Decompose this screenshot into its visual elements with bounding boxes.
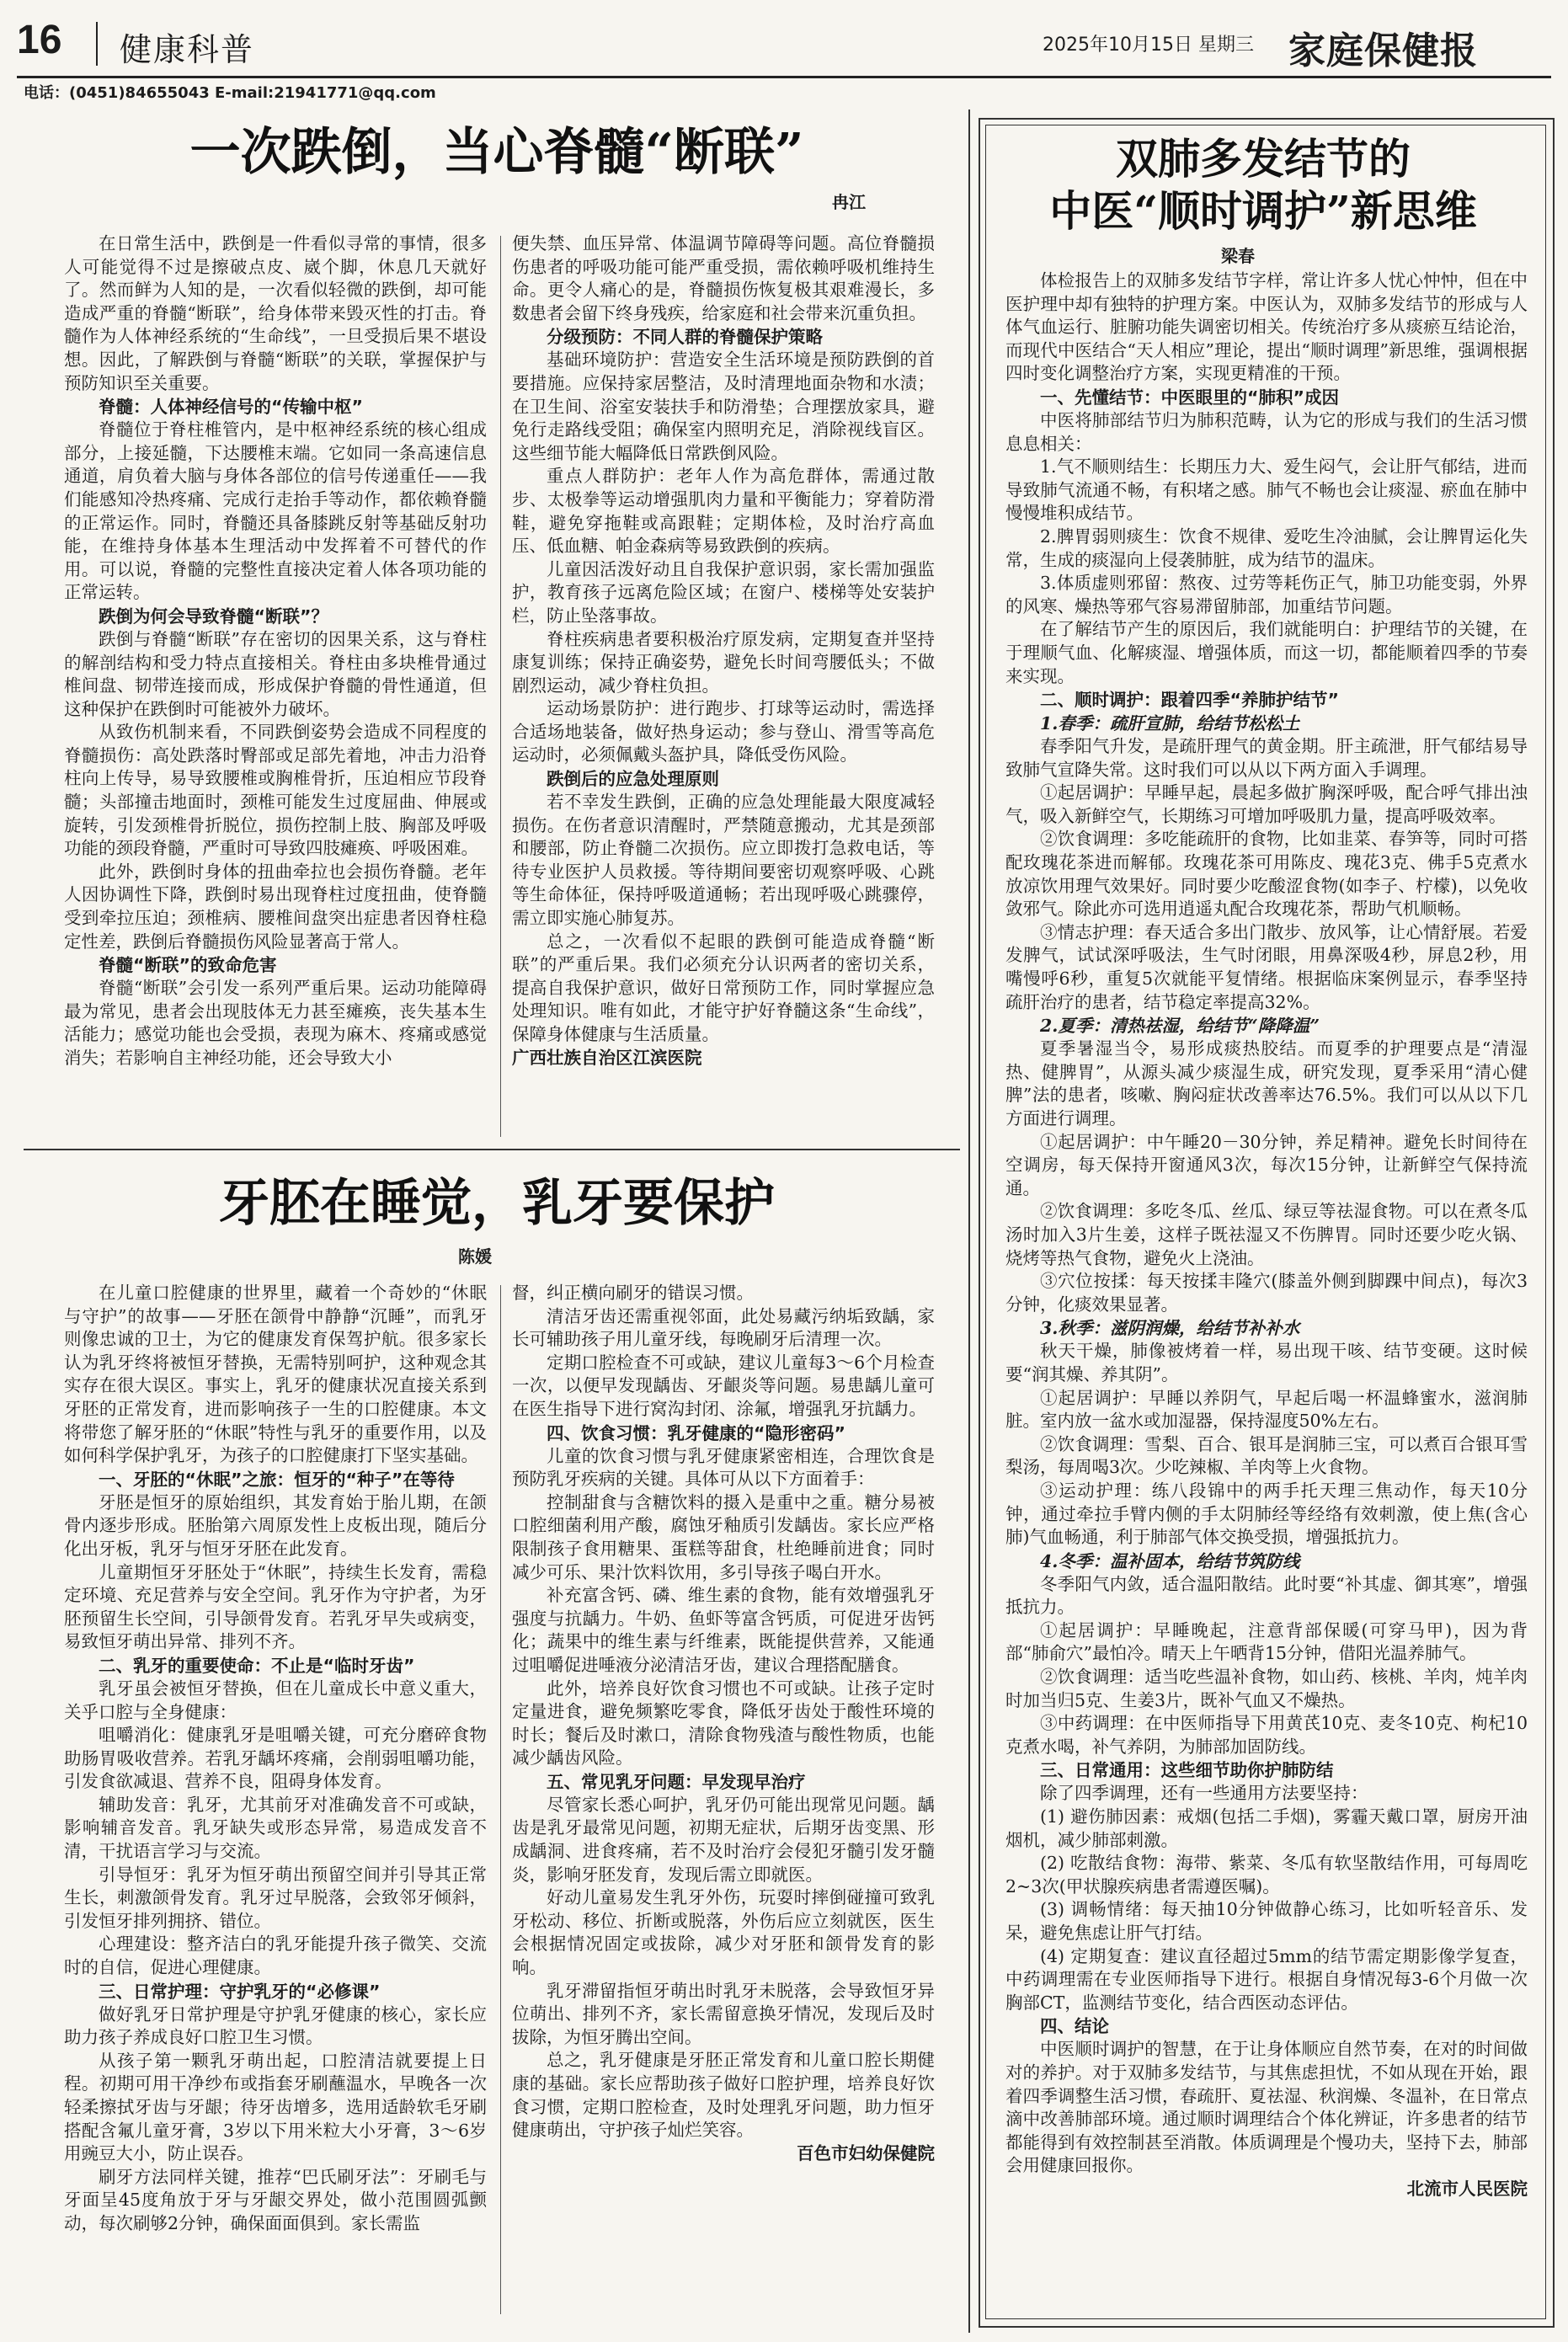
article2-title: 牙胚在睡觉，乳牙要保护	[219, 1174, 775, 1233]
paragraph: 心理建设：整齐洁白的乳牙能提升孩子微笑、交流时的自信，促进心理健康。	[64, 1934, 487, 1978]
article1-column-1	[64, 232, 487, 1139]
subheading: 一、先懂结节：中医眼里的“肺积”成因	[1040, 387, 1339, 408]
header-rule	[17, 76, 1551, 78]
paragraph: 脊髓“断联”会引发一系列严重后果。运动功能障碍最为常见，患者会出现肢体无力甚至瘫痪，丧失基本生活能力；感觉功能也会受损，表现为麻木、疼痛或感觉消失；若影响自主神经功能，还会导致大小	[64, 978, 487, 1068]
paragraph: 乳牙虽会被恒牙替换，但在儿童成长中意义重大，关乎口腔与全身健康：	[64, 1678, 487, 1722]
paragraph: ①起居调护：早睡以养阴气，早起后喝一杯温蜂蜜水，滋润肺脏。室内放一盆水或加湿器，保持湿度50%左右。	[1005, 1387, 1528, 1432]
paragraph: 总之，一次看似不起眼的跌倒可能造成脊髓“断联”的严重后果。我们必须充分认识两者的密切关系，提高自我保护意识，做好日常预防工作，同时掌握应急处理知识。唯有如此，才能守护好脊髓这条“生命线”，保障身体健康与生活质量。	[512, 931, 935, 1044]
subheading: 五、常见乳牙问题：早发现早治疗	[547, 1771, 806, 1792]
subheading: 三、日常护理：守护乳牙的“必修课”	[99, 1981, 381, 2002]
page-header	[17, 12, 1551, 79]
paragraph: 控制甜食与含糖饮料的摄入是重中之重。糖分易被口腔细菌利用产酸，腐蚀牙釉质引发龋齿。家长应严格限制孩子食用糖果、蛋糕等甜食，杜绝睡前进食；同时减少可乐、果汁饮料饮用，多引导孩子喝白开水。	[512, 1491, 935, 1582]
paper-masthead: 家庭保健报	[1288, 29, 1478, 72]
paragraph: 儿童的饮食习惯与乳牙健康紧密相连，合理饮食是预防乳牙疾病的关键。具体可从以下方面着手：	[512, 1445, 935, 1490]
paragraph: (3) 调畅情绪：每天抽10分钟做静心练习，比如听轻音乐、发呆，避免焦虑让肝气打结。	[1005, 1899, 1528, 1943]
paragraph: 尽管家长悉心呵护，乳牙仍可能出现常见问题。龋齿是乳牙最常见问题，初期无症状，后期牙齿变黑、形成龋洞、进食疼痛，若不及时治疗会侵犯牙髓引发牙髓炎，影响牙胚发育，发现后需立即就医。	[512, 1794, 935, 1885]
institution-credit: 百色市妇幼保健院	[797, 2142, 935, 2163]
subheading: 脊髓“断联”的致命危害	[99, 955, 277, 976]
paragraph: 1.气不顺则结生：长期压力大、爱生闷气，会让肝气郁结，进而导致肺气流通不畅，有积堵之感。肺气不畅也会让痰湿、瘀血在肺中慢慢堆积成结节。	[1005, 456, 1528, 524]
paragraph: 跌倒与脊髓“断联”存在密切的因果关系，这与脊柱的解剖结构和受力特点直接相关。脊柱由多块椎骨通过椎间盘、韧带连接而成，形成保护脊髓的骨性通道，但这种保护在跌倒时可能被外力破坏。	[64, 628, 487, 719]
paragraph: 此外，培养良好饮食习惯也不可或缺。让孩子定时定量进食，避免频繁吃零食，降低牙齿处于酸性环境的时长；餐后及时漱口，清除食物残渣与酸性物质，也能减少龋齿风险。	[512, 1678, 935, 1769]
paragraph: 清洁牙齿还需重视邻面，此处易藏污纳垢致龋，家长可辅助孩子用儿童牙线，每晚刷牙后清理一次。	[512, 1305, 935, 1350]
article1-title: 一次跌倒，当心脊髓“断联”	[189, 123, 804, 182]
paragraph: 2.脾胃弱则痰生：饮食不规律、爱吃生冷油腻，会让脾胃运化失常，生成的痰湿向上侵袭肺脏，成为结节的温床。	[1005, 525, 1528, 570]
paragraph: 在日常生活中，跌倒是一件看似寻常的事情，很多人可能觉得不过是擦破点皮、崴个脚，休息几天就好了。然而鲜为人知的是，一次看似轻微的跌倒，却可能造成严重的脊髓“断联”，给身体带来毁灭性的打击。脊髓作为人体神经系统的“生命线”，一旦受损后果不堪设想。因此，了解跌倒与脊髓“断联”的关联，掌握保护与预防知识至关重要。	[64, 233, 487, 393]
paragraph: ③运动护理：练八段锦中的两手托天理三焦动作，每天10分钟，通过牵拉手臂内侧的手太阴肺经等经络有效刺激，使上焦(含心肺)气血畅通，利于肺部气体交换受损，增强抵抗力。	[1005, 1480, 1528, 1548]
paragraph: 总之，乳牙健康是牙胚正常发育和儿童口腔长期健康的基础。家长应帮助孩子做好口腔护理，培养良好饮食习惯，定期口腔检查，及时处理乳牙问题，助力恒牙健康萌出，守护孩子灿烂笑容。	[512, 2050, 935, 2141]
paragraph: 儿童因活泼好动且自我保护意识弱，家长需加强监护，教育孩子远离危险区域；在窗户、楼梯等处安装护栏，防止坠落事故。	[512, 558, 935, 626]
paragraph: ②饮食调理：多吃冬瓜、丝瓜、绿豆等祛湿食物。可以在煮冬瓜汤时加入3片生姜，这样子既祛湿又不伤脾胃。同时还要少吃火锅、烧烤等热气食物，避免火上浇油。	[1005, 1201, 1528, 1268]
subheading: 四、饮食习惯：乳牙健康的“隐形密码”	[547, 1422, 845, 1443]
paragraph: 补充富含钙、磷、维生素的食物，能有效增强乳牙强度与抗龋力。牛奶、鱼虾等富含钙质，可促进牙齿钙化；蔬果中的维生素与纤维素，既能提供营养，又能通过咀嚼促进唾液分泌清洁牙齿，建议合理搭配膳食。	[512, 1585, 935, 1675]
paragraph: ②饮食调理：适当吃些温补食物，如山药、核桃、羊肉，炖羊肉时加当归5克、生姜3片，既补气血又不燥热。	[1005, 1667, 1528, 1710]
paragraph: 脊髓位于脊柱椎管内，是中枢神经系统的核心组成部分，上接延髓，下达腰椎末端。它如同一条高速信息通道，肩负着大脑与身体各部位的信号传递重任——我们能感知冷热疼痛、完成行走抬手等动作，都依赖脊髓的正常运作。同时，脊髓还具备膝跳反射等基础反射功能，在维持身体基本生理活动中发挥着不可替代的作用。可以说，脊髓的完整性直接决定着人体各项功能的正常运转。	[64, 419, 487, 603]
subheading: 二、乳牙的重要使命：不止是“临时牙齿”	[99, 1655, 415, 1676]
article3-title	[994, 133, 1533, 237]
article1-author: 冉江	[832, 192, 866, 212]
article3-title-line-2: 中医“顺时调护”新思维	[1049, 186, 1477, 236]
section-title: 健康科普	[120, 31, 255, 68]
column-divider	[500, 236, 501, 1137]
paragraph: 基础环境防护：营造安全生活环境是预防跌倒的首要措施。应保持家居整洁，及时清理地面杂物和水渍；在卫生间、浴室安装扶手和防滑垫；合理摆放家具，避免行走路线受阻；确保室内照明充足，消除视线盲区。这些细节能大幅降低日常跌倒风险。	[512, 349, 935, 463]
paragraph: 乳牙滞留指恒牙萌出时乳牙未脱落，会导致恒牙异位萌出、排列不齐，家长需留意换牙情况，发现后及时拔除，为恒牙腾出空间。	[512, 1980, 935, 2047]
page-column-divider	[968, 109, 970, 2333]
header-divider	[96, 22, 98, 66]
subheading: 二、顺时调护：跟着四季“养肺护结节”	[1040, 690, 1339, 711]
paragraph: 定期口腔检查不可或缺，建议儿童每3～6个月检查一次，以便早发现龋齿、牙齦炎等问题。易患龋儿童可在医生指导下进行窝沟封闭、涂氟，增强乳牙抗龋力。	[512, 1352, 935, 1419]
paragraph: 便失禁、血压异常、体温调节障碍等问题。高位脊髓损伤患者的呼吸功能可能严重受损，需依赖呼吸机维持生命。更令人痛心的是，脊髓损伤恢复极其艰难漫长，多数患者会留下终身残疾，给家庭和社会带来沉重负担。	[512, 233, 935, 323]
paragraph: 夏季暑湿当令，易形成痰热胶结。而夏季的护理要点是“清湿热、健脾胃”，从源头减少痰湿生成，研究发现，夏季采用“清心健脾”法的患者，咳嗽、胸闷症状改善率达76.5%。我们可以从以下几方面进行调理。	[1005, 1038, 1528, 1128]
season-heading: 4.冬季：温补固本，给结节筑防线	[1040, 1550, 1300, 1571]
paragraph: 辅助发音：乳牙，尤其前牙对准确发音不可或缺，影响辅音发音。乳牙缺失或形态异常，易造成发音不清，干扰语言学习与交流。	[64, 1794, 487, 1862]
paragraph: 牙胚是恒牙的原始组织，其发育始于胎儿期，在颌骨内逐步形成。胚胎第六周原发性上皮板出现，随后分化出牙板，乳牙与恒牙牙胚在此发育。	[64, 1491, 487, 1559]
paragraph: 从致伤机制来看，不同跌倒姿势会造成不同程度的脊髓损伤：高处跌落时臀部或足部先着地，冲击力沿脊柱向上传导，易导致腰椎或胸椎骨折，压迫相应节段脊髓；头部撞击地面时，颈椎可能发生过度屈曲、伸展或旋转，引发颈椎骨折脱位，损伤控制上肢、胸部及呼吸功能的颈段脊髓，严重时可导致四肢瘫痪、呼吸困难。	[64, 722, 487, 859]
paragraph: 除了四季调理，还有一些通用方法要坚持：	[1040, 1783, 1368, 1804]
subheading: 一、牙胚的“休眠”之旅：恒牙的“种子”在等待	[99, 1469, 455, 1490]
paragraph: ②饮食调理：雪梨、百合、银耳是润肺三宝，可以煮百合银耳雪梨汤，每周喝3次。少吃辣椒、羊肉等上火食物。	[1005, 1433, 1528, 1478]
issue-date: 2025年10月15日 星期三	[1043, 35, 1254, 56]
subheading: 跌倒后的应急处理原则	[547, 769, 719, 790]
paragraph: 在儿童口腔健康的世界里，藏着一个奇妙的“休眠与守护”的故事——牙胚在颌骨中静静“沉睡”，而乳牙则像忠诚的卫士，为它的健康发育保驾护航。很多家长认为乳牙终将被恒牙替换，无需特别呵护，这种观念其实存在很大误区。事实上，乳牙的健康状况直接关系到牙胚的正常发育，进而影响孩子一生的口腔健康。本文将带您了解牙胚的“休眠”特性与乳牙的重要作用，以及如何科学保护乳牙，为孩子的口腔健康打下坚实基础。	[64, 1283, 487, 1466]
paragraph: 在了解结节产生的原因后，我们就能明白：护理结节的关键，在于理顺气血、化解痰湿、增强体质，而这一切，都能顺着四季的节奏来实现。	[1005, 619, 1528, 686]
article-divider	[24, 1149, 960, 1150]
season-heading: 3.秋季：滋阴润燥，给结节补补水	[1040, 1318, 1300, 1339]
paragraph: 此外，跌倒时身体的扭曲牵拉也会损伤脊髓。老年人因协调性下降，跌倒时易出现脊柱过度扭曲，使脊髓受到牵拉压迫；颈椎病、腰椎间盘突出症患者因脊柱稳定性差，跌倒后脊髓损伤风险显著高于常人。	[64, 861, 487, 952]
subheading: 四、结论	[1040, 2016, 1109, 2037]
page-number: 16	[17, 18, 62, 62]
article3-column	[1005, 269, 1528, 2307]
article1-column-2	[512, 232, 935, 1139]
paragraph: 儿童期恒牙牙胚处于“休眠”，持续生长发育，需稳定环境、充足营养与安全空间。乳牙作为守护者，为牙胚预留生长空间，引导颌骨发育。若乳牙早失或病变，易致恒牙萌出异常、排列不齐。	[64, 1561, 487, 1652]
paragraph: 咀嚼消化：健康乳牙是咀嚼关键，可充分磨碎食物助肠胃吸收营养。若乳牙龋坏疼痛，会削弱咀嚼功能，引发食欲减退、营养不良，阻碍身体发育。	[64, 1725, 487, 1792]
paragraph: (4) 定期复查：建议直径超过5mm的结节需定期影像学复查，中药调理需在专业医师指导下进行。根据自身情况每3-6个月做一次胸部CT，监测结节变化，结合西医动态评估。	[1005, 1945, 1528, 2013]
paragraph: 从孩子第一颗乳牙萌出起，口腔清洁就要提上日程。初期可用干净纱布或指套牙刷蘸温水，早晚各一次轻柔擦拭牙齿与牙龈；待牙齿增多，选用适龄软毛牙刷搭配含氟儿童牙膏，3岁以下用米粒大小牙膏，3～6岁用豌豆大小，防止误吞。	[64, 2050, 487, 2164]
paragraph: 秋天干燥，肺像被烤着一样，易出现干咳、结节变硬。这时候要“润其燥、养其阴”。	[1005, 1341, 1528, 1384]
season-heading: 2.夏季：清热祛湿，给结节“降降温”	[1040, 1016, 1320, 1037]
article2-column-2	[512, 1282, 935, 2318]
contact-info: 电话：(0451)84655043 E-mail:21941771@qq.com	[24, 84, 436, 102]
subheading: 跌倒为何会导致脊髓“断联”？	[99, 606, 328, 627]
subheading: 三、日常通用：这些细节助你护肺防结	[1040, 1760, 1334, 1781]
paragraph: 重点人群防护：老年人作为高危群体，需通过散步、太极拳等运动增强肌肉力量和平衡能力；穿着防滑鞋，避免穿拖鞋或高跟鞋；定期体检，及时治疗高血压、低血糖、帕金森病等易致跌倒的疾病。	[512, 466, 935, 557]
paragraph: ③情志护理：春天适合多出门散步、放风筝，让心情舒展。若爱发脾气，试试深呼吸法，生气时闭眼，用鼻深吸4秒，屏息2秒，用嘴慢呼6秒，重复5次就能平复情绪。根据临床案例显示，春季坚持疏肝治疗的患者，结节稳定率提高32%。	[1005, 921, 1528, 1012]
paragraph: ②饮食调理：多吃能疏肝的食物，比如韭菜、春笋等，同时可搭配玫瑰花茶进而解郁。玫瑰花茶可用陈皮、瑰花3克、佛手5克煮水放凉饮用理气效果好。同时要少吃酸涩食物(如李子、柠檬)，以免收敛邪气。除此亦可选用逍遥丸配合玫瑰花茶，帮助气机顺畅。	[1005, 829, 1528, 920]
paragraph: 督，纠正横向刷牙的错误习惯。	[512, 1283, 754, 1303]
article2-author: 陈媛	[458, 1246, 492, 1267]
paragraph: 中医顺时调护的智慧，在于让身体顺应自然节奏，在对的时间做对的养护。对于双肺多发结节，与其焦虑担忧，不如从现在开始，跟着四季调整生活习惯，春疏肝、夏祛湿、秋润燥、冬温补，在日常点滴中改善肺部环境。通过顺时调理结合个体化辨证，许多患者的结节都能得到有效控制甚至消散。体质调理是个慢功夫，坚持下去，肺部会用健康回报你。	[1005, 2039, 1528, 2176]
season-heading: 1.春季：疏肝宣肺，给结节松松土	[1040, 713, 1300, 734]
institution-credit: 广西壮族自治区江滨医院	[512, 1047, 702, 1068]
paragraph: 冬季阳气内敛，适合温阳散结。此时要“补其虚、御其寒”，增强抵抗力。	[1005, 1573, 1528, 1618]
article2-column-1	[64, 1282, 487, 2318]
paragraph: ①起居调护：早睡早起，晨起多做扩胸深呼吸，配合呼气排出浊气，吸入新鲜空气，长期练习可增加呼吸肌力量，提高呼吸效率。	[1005, 782, 1528, 826]
column-divider	[500, 1285, 501, 2314]
paragraph: 体检报告上的双肺多发结节字样，常让许多人忧心忡忡，但在中医护理中却有独特的护理方案。中医认为，双肺多发结节的形成与人体气血运行、脏腑功能失调密切相关。传统治疗多从痰瘀互结论治，而现代中医结合“天人相应”理论，提出“顺时调理”新思维，强调根据四时变化调整治疗方案，实现更精准的干预。	[1005, 270, 1528, 384]
paragraph: 刷牙方法同样关键，推荐“巴氏刷牙法”：牙刷毛与牙面呈45度角放于牙与牙龈交界处，做小范围圆弧颤动，每次刷够2分钟，确保面面俱到。家长需监	[64, 2166, 487, 2233]
paragraph: 运动场景防护：进行跑步、打球等运动时，需选择合适场地装备，做好热身运动；参与登山、滑雪等高危运动时，必须佩戴头盔护具，降低受伤风险。	[512, 698, 935, 766]
paragraph: (2) 吃散结食物：海带、紫菜、冬瓜有软坚散结作用，可每周吃2~3次(甲状腺疾病患者需遵医嘱)。	[1005, 1853, 1528, 1897]
paragraph: 引导恒牙：乳牙为恒牙萌出预留空间并引导其正常生长，刺激颌骨发育。乳牙过早脱落，会致邻牙倾斜，引发恒牙排列拥挤、错位。	[64, 1864, 487, 1931]
subheading: 分级预防：不同人群的脊髓保护策略	[547, 327, 823, 348]
paragraph: 中医将肺部结节归为肺积范畴，认为它的形成与我们的生活习惯息息相关：	[1005, 409, 1528, 454]
article3-title-line-1: 双肺多发结节的	[1116, 134, 1411, 184]
paragraph: ①起居调护：中午睡20－30分钟，养足精神。避免长时间待在空调房，每天保持开窗通风3次，每次15分钟，让新鲜空气保持流通。	[1005, 1131, 1528, 1198]
article3-author: 梁春	[1221, 246, 1255, 266]
paragraph: 做好乳牙日常护理是守护乳牙健康的核心，家长应助力孩子养成良好口腔卫生习惯。	[64, 2003, 487, 2048]
subheading: 脊髓：人体神经信号的“传输中枢”	[99, 397, 363, 418]
paragraph: 脊柱疾病患者要积极治疗原发病，定期复查并坚持康复训练；保持正确姿势，避免长时间弯腰低头；不做剧烈运动，减少脊柱负担。	[512, 628, 935, 696]
paragraph: ①起居调护：早睡晚起，注意背部保暖(可穿马甲)，因为背部“肺俞穴”最怕冷。晴天上午晒背15分钟，借阳光温养肺气。	[1005, 1619, 1528, 1664]
paragraph: 好动儿童易发生乳牙外伤，玩耍时摔倒碰撞可致乳牙松动、移位、折断或脱落，外伤后应立刻就医，医生会根据情况固定或拔除，减少对牙胚和颌骨发育的影响。	[512, 1887, 935, 1978]
paragraph: ③中药调理：在中医师指导下用黄芪10克、麦冬10克、枸杞10克煮水喝，补气养阴，为肺部加固防线。	[1005, 1713, 1528, 1757]
paragraph: 若不幸发生跌倒，正确的应急处理能最大限度减轻损伤。在伤者意识清醒时，严禁随意搬动，尤其是颈部和腰部，防止脊髓二次损伤。应立即拨打急救电话，等待专业医护人员救援。等待期间要密切观察呼吸、心跳等生命体征，保持呼吸道通畅；若出现呼吸心跳骤停，需立即实施心肺复苏。	[512, 792, 935, 929]
paragraph: 春季阳气升发，是疏肝理气的黄金期。肝主疏泄，肝气郁结易导致肺气宣降失常。这时我们可以从以下两方面入手调理。	[1005, 736, 1528, 780]
institution-credit: 北流市人民医院	[1406, 2178, 1528, 2199]
paragraph: (1) 避伤肺因素：戒烟(包括二手烟)，雾霾天戴口罩，厨房开油烟机，减少肺部刺激。	[1005, 1806, 1528, 1850]
paragraph: ③穴位按揉：每天按揉丰隆穴(膝盖外侧到脚踝中间点)，每次3分钟，化痰效果显著。	[1005, 1271, 1528, 1315]
paragraph: 3.体质虚则邪留：熬夜、过劳等耗伤正气，肺卫功能变弱，外界的风寒、燥热等邪气容易滞留肺部，加重结节问题。	[1005, 573, 1528, 616]
